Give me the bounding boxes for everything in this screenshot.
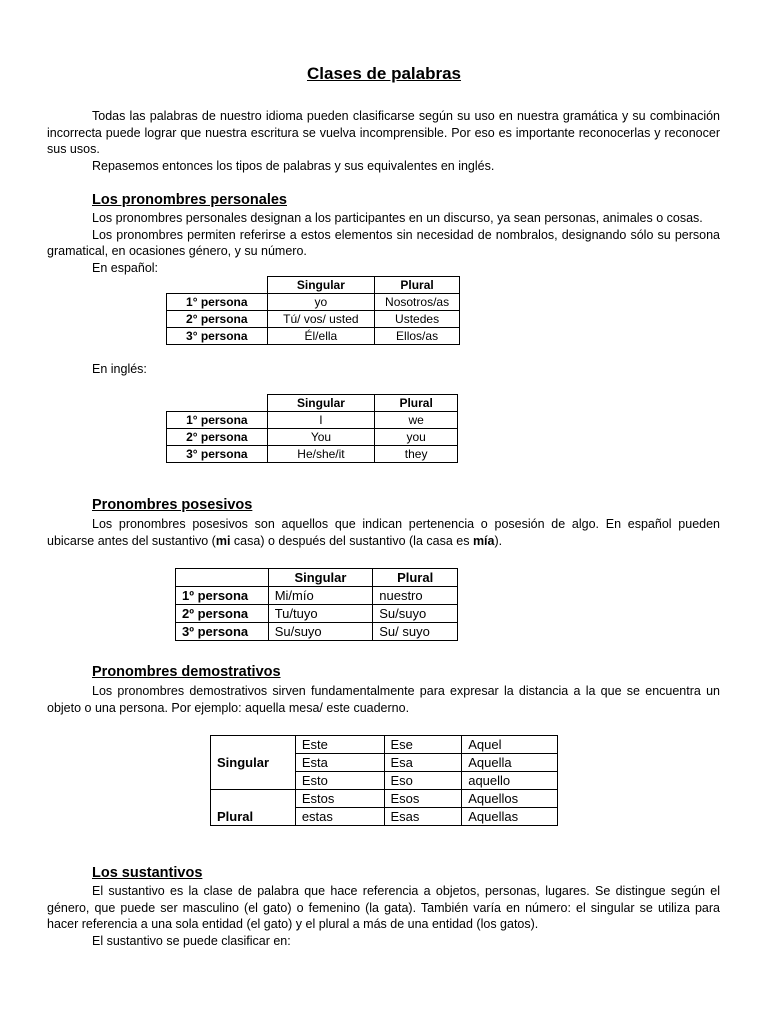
posesivos-text-c: casa) o después del sustantivo (la casa es [230, 533, 473, 548]
table-cell: Este [295, 736, 384, 754]
cell-singular: Tu/tuyo [268, 605, 373, 623]
group-singular: Singular [211, 736, 296, 790]
demostrativos-paragraph: Los pronombres demostrativos sirven fundamentalmente para expresar la distancia a la que se encuentra un objeto o una persona. Por ejemplo: aquella mesa/ este cuaderno. [47, 684, 720, 715]
intro-paragraph-1: Todas las palabras de nuestro idioma pueden clasificarse según su uso en nuestra gramática y su combinación incorrecta puede lograr que nuestra escritura se vuelva incomprensible. Por eso es importante reconocerlas y reconocer sus usos. [47, 109, 720, 156]
cell-plural: Ellos/as [375, 328, 460, 345]
table-cell: estas [295, 808, 384, 826]
posesivos-bold-mi: mi [215, 533, 231, 548]
row-header: 1º persona [176, 587, 269, 605]
personales-text [47, 210, 720, 260]
cell-singular: You [267, 429, 375, 446]
table-row [211, 736, 558, 754]
posesivos-paragraph [47, 516, 720, 549]
table-row [167, 294, 460, 311]
header-singular: Singular [267, 277, 375, 294]
table-cell: Eso [384, 772, 462, 790]
personales-paragraph-1: Los pronombres personales designan a los participantes en un discurso, ya sean personas, animales o cosas. [92, 211, 703, 225]
table-cell: Estos [295, 790, 384, 808]
heading-sustantivos: Los sustantivos [92, 865, 203, 881]
table-cell: Ese [384, 736, 462, 754]
page-title: Clases de palabras [306, 64, 462, 83]
cell-plural: nuestro [373, 587, 458, 605]
posesivos-text-d: ). [494, 533, 503, 548]
posesivos-bold-mia: mía [472, 533, 495, 548]
empty-cell [167, 395, 268, 412]
intro-section [47, 108, 720, 174]
row-header: 2° persona [167, 429, 268, 446]
row-header: 1° persona [167, 294, 268, 311]
header-plural: Plural [375, 277, 460, 294]
cell-singular: He/she/it [267, 446, 375, 463]
table-row [167, 429, 458, 446]
cell-plural: Su/suyo [373, 605, 458, 623]
cell-singular: Él/ella [267, 328, 375, 345]
demostrativos-text [47, 683, 720, 716]
header-plural: Plural [375, 395, 458, 412]
empty-cell [176, 569, 269, 587]
table-cell: Esa [384, 754, 462, 772]
posesivos-text-a: Los pronombres posesivos son aquellos que indican pertenencia o posesión de algo. En español pueden ubicarse antes del sustantivo ( [47, 517, 720, 548]
table-cell: Aquellos [462, 790, 558, 808]
cell-plural: Su/ suyo [373, 623, 458, 641]
table-cell: Esas [384, 808, 462, 826]
sustantivos-paragraph-1: El sustantivo es la clase de palabra que hace referencia a objetos, personas, lugares. Se distingue según el género, que puede ser masculino (el gato) o femenino (la gata). También varía en número: el singular se utiliza para hacer referencia a una sola entidad (el gato) y el plural a más de una entidad (los gatos). [47, 884, 720, 931]
row-header: 2° persona [167, 311, 268, 328]
table-personales-es [166, 276, 460, 345]
heading-demostrativos: Pronombres demostrativos [92, 664, 281, 680]
table-row [176, 587, 458, 605]
group-plural: Plural [211, 790, 296, 826]
heading-posesivos: Pronombres posesivos [92, 497, 253, 513]
table-demostrativos [210, 735, 558, 826]
sustantivos-paragraph-2: El sustantivo se puede clasificar en: [92, 933, 291, 948]
table-posesivos [175, 568, 458, 641]
cell-plural: Nosotros/as [375, 294, 460, 311]
table-row [167, 412, 458, 429]
cell-singular: yo [267, 294, 375, 311]
posesivos-text [47, 516, 720, 549]
table-row [176, 605, 458, 623]
table-cell: aquello [462, 772, 558, 790]
header-singular: Singular [268, 569, 373, 587]
table-cell: Esto [295, 772, 384, 790]
row-header: 2º persona [176, 605, 269, 623]
cell-singular: Su/suyo [268, 623, 373, 641]
row-header: 3º persona [176, 623, 269, 641]
heading-personales: Los pronombres personales [92, 192, 287, 208]
header-plural: Plural [373, 569, 458, 587]
cell-plural: you [375, 429, 458, 446]
personales-paragraph-2: Los pronombres permiten referirse a estos elementos sin necesidad de nombralos, designando sólo su persona gramatical, en ocasiones género, y su número. [47, 227, 720, 258]
cell-plural: Ustedes [375, 311, 460, 328]
cell-singular: Mi/mío [268, 587, 373, 605]
sustantivos-text [47, 883, 720, 949]
table-row [211, 790, 558, 808]
row-header: 1° persona [167, 412, 268, 429]
table-cell: Aquel [462, 736, 558, 754]
row-header: 3° persona [167, 446, 268, 463]
table-row [167, 446, 458, 463]
intro-paragraph-2: Repasemos entonces los tipos de palabras y sus equivalentes en inglés. [92, 158, 495, 173]
table-cell: Aquella [462, 754, 558, 772]
row-header: 3° persona [167, 328, 268, 345]
table-cell: Aquellas [462, 808, 558, 826]
table-row [167, 311, 460, 328]
label-espanol: En español: [92, 261, 159, 275]
table-cell: Esos [384, 790, 462, 808]
table-row [167, 328, 460, 345]
cell-plural: we [375, 412, 458, 429]
table-cell: Esta [295, 754, 384, 772]
cell-singular: Tú/ vos/ usted [267, 311, 375, 328]
empty-cell [167, 277, 268, 294]
cell-plural: they [375, 446, 458, 463]
label-ingles: En inglés: [92, 362, 147, 376]
cell-singular: I [267, 412, 375, 429]
header-singular: Singular [267, 395, 375, 412]
table-personales-en [166, 394, 458, 463]
table-row [176, 623, 458, 641]
